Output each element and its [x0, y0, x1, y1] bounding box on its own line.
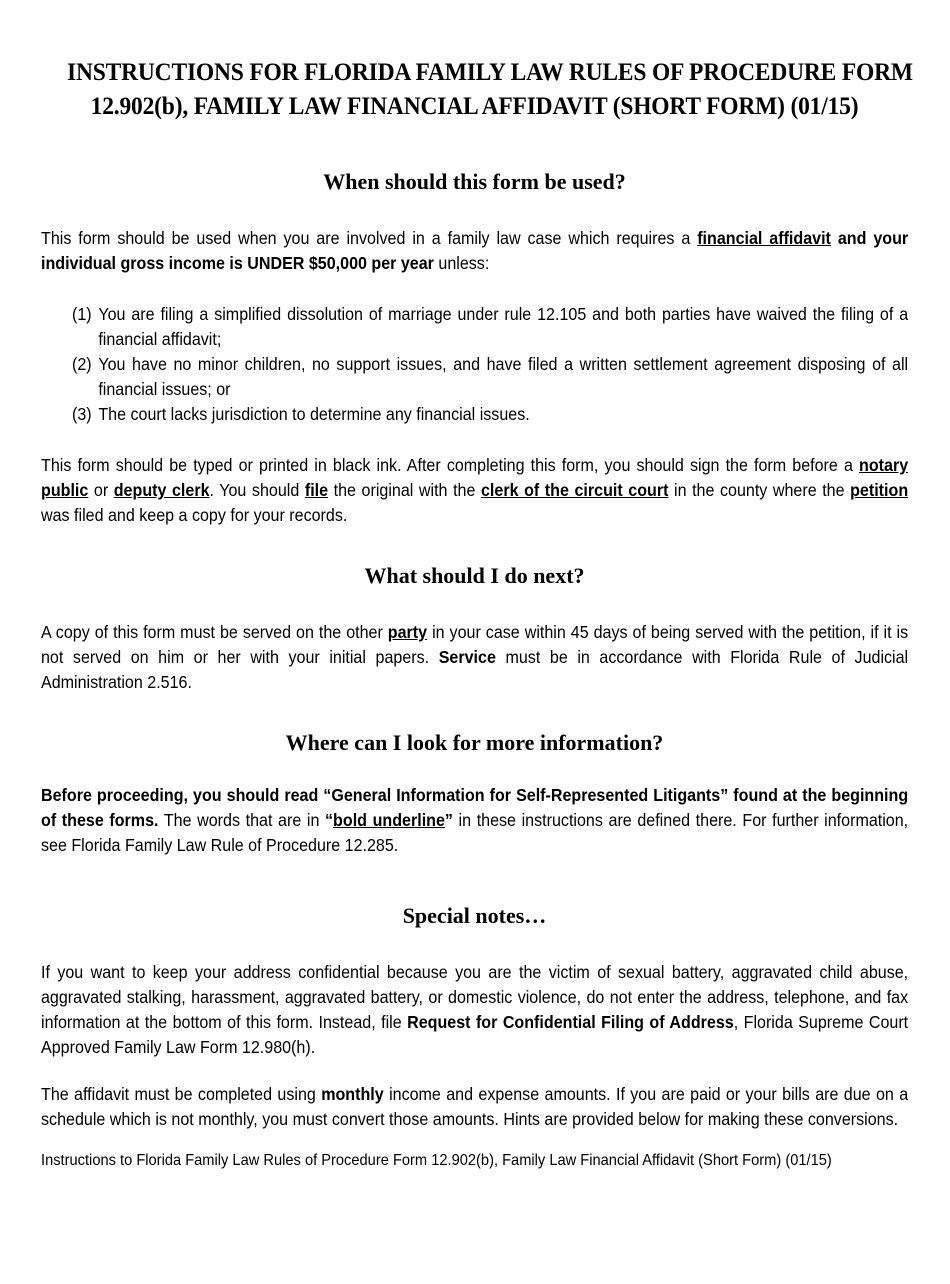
footer-line-1: Instructions to Florida Family Law Rules of Procedure Form 12.902(b), Family Law Financial Affidavit (Short Form) — [41, 1152, 782, 1169]
page-footer — [41, 1150, 908, 1172]
text-fragment: the original with the — [328, 481, 481, 500]
text-fragment: unless: — [433, 254, 490, 273]
text-fragment — [831, 229, 838, 248]
text-fragment: in your case within 45 days of being served with the petition, if it is not served on him or her with your initial papers. — [41, 623, 909, 667]
list-item — [41, 402, 908, 427]
emphasis-monthly: monthly — [321, 1085, 384, 1104]
paragraph-more-information — [41, 783, 908, 858]
paragraph-when-used-intro — [41, 226, 908, 276]
emphasis-request-confidential-filing: Request for Confidential Filing of Address — [407, 1013, 734, 1032]
exceptions-list — [41, 302, 908, 427]
text-fragment: was filed and keep a copy for your records. — [41, 506, 348, 525]
text-fragment: in the county where the — [668, 481, 851, 500]
emphasis-service: Service — [438, 648, 496, 667]
section-heading-more-information: Where can I look for more information? — [285, 730, 664, 755]
footer-line-2: (01/15) — [785, 1152, 832, 1169]
term-file: file — [304, 481, 329, 500]
document-content — [41, 0, 913, 1172]
text-fragment: or — [88, 481, 114, 500]
section-heading-when-used: When should this form be used? — [323, 169, 626, 194]
text-fragment: . You should — [209, 481, 305, 500]
list-item-text: You have no minor children, no support issues, and have filed a written settlement agreement disposing of all financial issues; or — [98, 355, 909, 399]
text-fragment: The affidavit must be completed using — [41, 1085, 322, 1104]
list-item-marker: (1) — [72, 305, 92, 324]
list-item — [41, 302, 908, 352]
term-petition: petition — [850, 481, 909, 500]
quote-close-mark: ” — [444, 811, 453, 830]
text-fragment: The words that are in — [158, 811, 326, 830]
term-financial-affidavit: financial affidavit — [697, 229, 831, 248]
text-fragment: A copy of this form must be served on the other — [41, 623, 388, 642]
term-bold-underline: bold underline — [333, 811, 445, 830]
text-fragment: This form should be used when you are involved in a family law case which requires a — [41, 229, 698, 248]
paragraph-special-notes-monthly — [41, 1082, 908, 1132]
list-item-marker: (3) — [72, 405, 92, 424]
paragraph-what-next — [41, 620, 908, 695]
section-heading-what-next: What should I do next? — [364, 563, 585, 588]
list-item-text: The court lacks jurisdiction to determine any financial issues. — [98, 405, 530, 424]
document-title-line-2: 12.902(b), FAMILY LAW FINANCIAL AFFIDAVIT (SHORT FORM) (01/15) — [90, 93, 859, 120]
text-fragment: in these instructions are defined there. For further information, see Florida Family Law Rule of Procedure 12.285. — [41, 811, 909, 855]
text-fragment: income and expense amounts. If you are paid or your bills are due on a schedule which is not monthly, you must convert those amounts. Hints are provided below for making these conversions. — [41, 1085, 909, 1129]
text-fragment: must be in accordance with Florida Rule of Judicial Administration 2.516. — [41, 648, 909, 692]
text-fragment: , Florida Supreme Court Approved Family Law Form 12.980(h). — [41, 1013, 909, 1057]
quote-open-mark: “ — [325, 811, 334, 830]
text-fragment: If you want to keep your address confidential because you are the victim of sexual battery, aggravated child abuse, aggravated stalking, harassment, aggravated battery, or domestic violence, do not enter the address, telephone, and fax information at the bottom of this form. Instead, file — [41, 963, 909, 1032]
emphasis-income-threshold: and your individual gross income is UNDER $50,000 per year — [41, 229, 909, 273]
text-fragment: This form should be typed or printed in black ink. After completing this form, you should sign the form before a — [41, 456, 860, 475]
emphasis-before-proceeding: Before proceeding, you should read “General Information for Self-Represented Litigants” found at the beginning of these forms. — [41, 786, 909, 830]
term-party: party — [387, 623, 428, 642]
paragraph-special-notes-confidentiality — [41, 960, 908, 1060]
term-clerk-of-the-circuit-court: clerk of the circuit court — [480, 481, 669, 500]
section-heading-special-notes: Special notes… — [402, 903, 547, 928]
document-title-line-1: INSTRUCTIONS FOR FLORIDA FAMILY LAW RULES OF PROCEDURE FORM — [67, 59, 913, 86]
term-deputy-clerk: deputy clerk — [113, 481, 210, 500]
list-item-text: You are filing a simplified dissolution of marriage under rule 12.105 and both parties have waived the filing of a financial affidavit; — [98, 305, 909, 349]
list-item — [41, 352, 908, 402]
document-title — [67, 0, 913, 124]
paragraph-when-used-signing — [41, 453, 908, 528]
term-notary-public: notary public — [41, 456, 909, 500]
list-item-marker: (2) — [72, 355, 92, 374]
